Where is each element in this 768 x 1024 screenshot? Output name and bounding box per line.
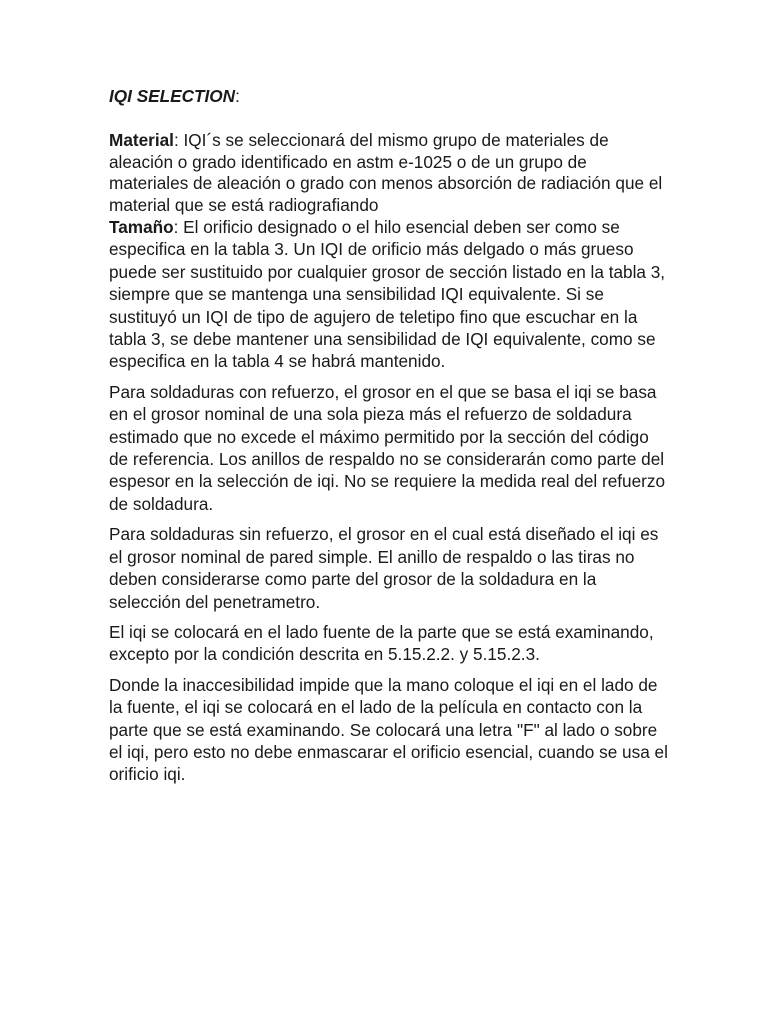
tamano-label: Tamaño	[109, 217, 174, 237]
tamano-text: : El orificio designado o el hilo esencial deben ser como se especifica en la tabla 3. Un IQI de orificio más delgado o más grueso puede ser sustituido por cualquier grosor de sección listado en la tabla 3, siempre que se mantenga una sensibilidad IQI equivalente. Si se sustituyó un IQI de tipo de agujero de teletipo fino que escuchar en la tabla 3, se debe mantener una sensibilidad de IQI equivalente, como se especifica en la tabla 4 se habrá mantenido.	[109, 217, 666, 372]
section-title	[109, 84, 669, 108]
paragraph-source-side: El iqi se colocará en el lado fuente de la parte que se está examinando, excepto por la condición descrita en 5.15.2.2. y 5.15.2.3.	[109, 621, 654, 665]
paragraph-film-side: Donde la inaccesibilidad impide que la mano coloque el iqi en el lado de la fuente, el iqi se colocará en el lado de la película en contacto con la parte que se está examinando. Se colocará una letra "F" al lado o sobre el iqi, pero esto no debe enmascarar el orificio esencial, cuando se usa el orificio iqi.	[109, 674, 668, 785]
material-paragraph	[109, 130, 669, 216]
material-label: Material	[109, 130, 174, 150]
document-page	[109, 84, 669, 794]
section-heading-suffix: :	[235, 86, 240, 106]
paragraph-weld-no-reinforcement: Para soldaduras sin refuerzo, el grosor en el cual está diseñado el iqi es el grosor nominal de pared simple. El anillo de respaldo o las tiras no deben considerarse como parte del grosor de la soldadura en la selección del penetrametro.	[109, 524, 659, 612]
material-text: : IQI´s se seleccionará del mismo grupo de materiales de aleación o grado identificado en astm e-1025 o de un grupo de materiales de aleación o grado con menos absorción de radiación que el material que se está radiografiando	[109, 130, 663, 215]
section-heading: IQI SELECTION	[109, 86, 236, 106]
tamano-paragraph	[109, 216, 669, 373]
paragraph-weld-reinforcement: Para soldaduras con refuerzo, el grosor en el que se basa el iqi se basa en el grosor nominal de una sola pieza más el refuerzo de soldadura estimado que no excede el máximo permitido por la sección del código de referencia. Los anillos de respaldo no se considerarán como parte del espesor en la selección de iqi. No se requiere la medida real del refuerzo de soldadura.	[109, 381, 666, 514]
